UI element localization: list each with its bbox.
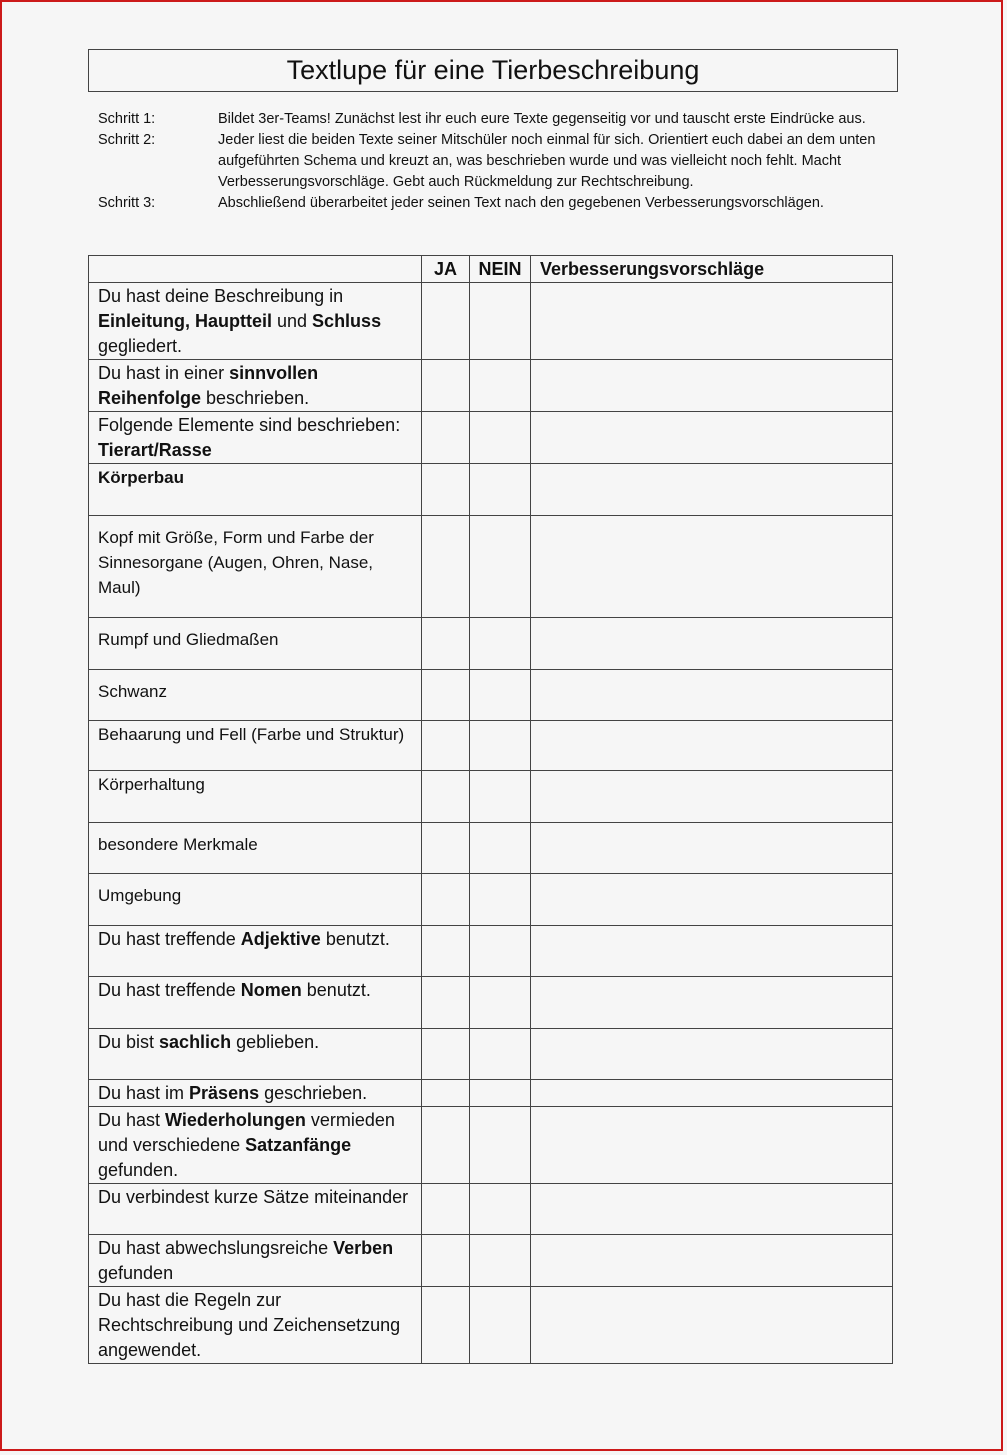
- table-row: [89, 721, 893, 771]
- table-row: [89, 977, 893, 1029]
- criterion-text: und: [272, 311, 313, 331]
- criterion-bold-text: Einleitung, Hauptteil: [98, 311, 272, 331]
- criterion-bold-text: Wiederholungen: [165, 1110, 306, 1130]
- criterion-text: Du hast treffende: [98, 980, 241, 1000]
- criterion-bold-text: Satzanfänge: [245, 1135, 352, 1155]
- table-row: [89, 1029, 893, 1080]
- nein-cell[interactable]: [470, 874, 531, 926]
- step-label: Schritt 3:: [98, 195, 156, 211]
- criterion-cell: [89, 1287, 422, 1364]
- criterion-text: geschrieben.: [259, 1083, 368, 1103]
- nein-cell[interactable]: [470, 1080, 531, 1107]
- step-3: [98, 193, 898, 214]
- table-row: [89, 874, 893, 926]
- table-row: [89, 1107, 893, 1184]
- table-row: [89, 360, 893, 412]
- nein-cell[interactable]: [470, 516, 531, 618]
- step-2: [98, 130, 898, 193]
- nein-cell[interactable]: [470, 823, 531, 874]
- nein-cell[interactable]: [470, 1184, 531, 1235]
- criterion-text: Körperhaltung: [98, 775, 205, 794]
- suggestion-cell[interactable]: [531, 1287, 893, 1364]
- criterion-text: besondere Merkmale: [98, 835, 258, 854]
- criterion-text: Du bist: [98, 1032, 160, 1052]
- criterion-text: Kopf mit Größe, Form und Farbe der Sinnesorgane (Augen, Ohren, Nase, Maul): [98, 528, 374, 597]
- criterion-text: Du hast in einer: [98, 363, 230, 383]
- criterion-bold-text: Verben: [333, 1238, 394, 1258]
- table-row: [89, 516, 893, 618]
- criterion-bold-text: Körperbau: [98, 468, 184, 487]
- ja-cell[interactable]: [422, 721, 470, 771]
- table-row: [89, 464, 893, 516]
- criterion-cell: [89, 874, 422, 926]
- criterion-text: Rumpf und Gliedmaßen: [98, 630, 279, 649]
- criterion-text: benutzt.: [320, 929, 390, 949]
- suggestion-cell[interactable]: [531, 926, 893, 977]
- criterion-cell: [89, 771, 422, 823]
- criterion-text: beschrieben.: [201, 388, 310, 408]
- ja-cell[interactable]: [422, 1184, 470, 1235]
- ja-cell[interactable]: [422, 1287, 470, 1364]
- criterion-cell: [89, 1080, 422, 1107]
- criterion-bold-text: Nomen: [240, 980, 302, 1000]
- criterion-text: Du hast treffende: [98, 929, 241, 949]
- ja-cell[interactable]: [422, 360, 470, 412]
- criterion-cell: [89, 721, 422, 771]
- ja-cell[interactable]: [422, 670, 470, 721]
- step-text: Bildet 3er-Teams! Zunächst lest ihr euch eure Texte gegenseitig vor und tauscht erste Eindrücke aus.: [218, 111, 866, 127]
- criterion-text: Behaarung und Fell (Farbe und Struktur): [98, 725, 405, 744]
- suggestion-cell[interactable]: [531, 1235, 893, 1287]
- criterion-text: vermieden und verschiedene: [98, 1110, 395, 1155]
- suggestion-cell[interactable]: [531, 771, 893, 823]
- ja-cell[interactable]: [422, 1107, 470, 1184]
- ja-cell[interactable]: [422, 823, 470, 874]
- table-row: [89, 1184, 893, 1235]
- criterion-text: Du hast: [98, 1110, 166, 1130]
- criterion-cell: [89, 1107, 422, 1184]
- nein-cell[interactable]: [470, 283, 531, 360]
- criterion-text: gefunden: [98, 1263, 174, 1283]
- ja-cell[interactable]: [422, 874, 470, 926]
- table-header-row: [89, 256, 893, 283]
- instructions: [98, 109, 898, 214]
- criterion-cell: [89, 977, 422, 1029]
- table-row: [89, 1080, 893, 1107]
- nein-cell[interactable]: [470, 360, 531, 412]
- suggestion-cell[interactable]: [531, 1029, 893, 1080]
- criterion-text: Du hast deine Beschreibung in: [98, 286, 344, 306]
- nein-cell[interactable]: [470, 977, 531, 1029]
- header-suggestions: Verbesserungsvorschläge: [531, 256, 893, 283]
- criterion-text: Du hast die Regeln zur Rechtschreibung und Zeichensetzung angewendet.: [98, 1290, 401, 1360]
- suggestion-cell[interactable]: [531, 670, 893, 721]
- criterion-text: Du hast abwechslungsreiche: [98, 1238, 334, 1258]
- ja-cell[interactable]: [422, 926, 470, 977]
- step-text: Jeder liest die beiden Texte seiner Mitschüler noch einmal für sich. Orientiert euch dabei an dem unten aufgeführten Schema und kreuzt an, was beschrieben wurde und was vielleicht noch fehlt. Macht Verbesserungsvorschläge. Gebt auch Rückmeldung zur Rechtschreibung.: [218, 132, 876, 190]
- ja-cell[interactable]: [422, 464, 470, 516]
- suggestion-cell[interactable]: [531, 1107, 893, 1184]
- suggestion-cell[interactable]: [531, 1080, 893, 1107]
- criterion-bold-text: Tierart/Rasse: [98, 440, 212, 460]
- criterion-bold-text: sinnvollen Reihenfolge: [98, 363, 319, 408]
- nein-cell[interactable]: [470, 771, 531, 823]
- suggestion-cell[interactable]: [531, 618, 893, 670]
- criterion-text: gefunden.: [98, 1160, 179, 1180]
- suggestion-cell[interactable]: [531, 516, 893, 618]
- nein-cell[interactable]: [470, 464, 531, 516]
- nein-cell[interactable]: [470, 721, 531, 771]
- criterion-cell: [89, 1029, 422, 1080]
- criterion-text: geblieben.: [231, 1032, 320, 1052]
- criterion-bold-text: Schluss: [312, 311, 382, 331]
- suggestion-cell[interactable]: [531, 977, 893, 1029]
- table-row: [89, 283, 893, 360]
- header-ja: JA: [422, 256, 470, 283]
- criterion-text: gegliedert.: [98, 336, 183, 356]
- table-row: [89, 618, 893, 670]
- ja-cell[interactable]: [422, 283, 470, 360]
- criterion-text: Du hast im: [98, 1083, 190, 1103]
- ja-cell[interactable]: [422, 1235, 470, 1287]
- table-row: [89, 771, 893, 823]
- suggestion-cell[interactable]: [531, 360, 893, 412]
- criterion-text: Du verbindest kurze Sätze miteinander: [98, 1187, 409, 1207]
- ja-cell[interactable]: [422, 618, 470, 670]
- ja-cell[interactable]: [422, 1029, 470, 1080]
- ja-cell[interactable]: [422, 977, 470, 1029]
- nein-cell[interactable]: [470, 1107, 531, 1184]
- checklist-table: [88, 255, 893, 1364]
- ja-cell[interactable]: [422, 516, 470, 618]
- criterion-cell: [89, 516, 422, 618]
- suggestion-cell[interactable]: [531, 823, 893, 874]
- criterion-text: Umgebung: [98, 886, 182, 905]
- criterion-cell: [89, 360, 422, 412]
- criterion-cell: [89, 618, 422, 670]
- criterion-bold-text: Adjektive: [240, 929, 321, 949]
- header-nein: NEIN: [470, 256, 531, 283]
- criterion-cell: [89, 1235, 422, 1287]
- nein-cell[interactable]: [470, 1235, 531, 1287]
- suggestion-cell[interactable]: [531, 412, 893, 464]
- step-label: Schritt 1:: [98, 111, 156, 127]
- step-1: [98, 109, 898, 130]
- ja-cell[interactable]: [422, 412, 470, 464]
- nein-cell[interactable]: [470, 412, 531, 464]
- criterion-cell: [89, 670, 422, 721]
- table-row: [89, 670, 893, 721]
- suggestion-cell[interactable]: [531, 464, 893, 516]
- criterion-cell: [89, 926, 422, 977]
- nein-cell[interactable]: [470, 1287, 531, 1364]
- step-label: Schritt 2:: [98, 132, 156, 148]
- criterion-cell: [89, 283, 422, 360]
- criterion-text: Folgende Elemente sind beschrieben:: [98, 415, 401, 435]
- table-row: [89, 1235, 893, 1287]
- table-row: [89, 412, 893, 464]
- suggestion-cell[interactable]: [531, 721, 893, 771]
- nein-cell[interactable]: [470, 618, 531, 670]
- table-row: [89, 1287, 893, 1364]
- criterion-text: Schwanz: [98, 682, 167, 701]
- suggestion-cell[interactable]: [531, 1184, 893, 1235]
- criterion-cell: [89, 464, 422, 516]
- page-title: Textlupe für eine Tierbeschreibung: [88, 49, 898, 92]
- header-criterion: [89, 256, 422, 283]
- nein-cell[interactable]: [470, 926, 531, 977]
- table-row: [89, 926, 893, 977]
- criterion-cell: [89, 1184, 422, 1235]
- ja-cell[interactable]: [422, 1080, 470, 1107]
- suggestion-cell[interactable]: [531, 874, 893, 926]
- nein-cell[interactable]: [470, 1029, 531, 1080]
- suggestion-cell[interactable]: [531, 283, 893, 360]
- nein-cell[interactable]: [470, 670, 531, 721]
- ja-cell[interactable]: [422, 771, 470, 823]
- criterion-cell: [89, 412, 422, 464]
- criterion-bold-text: Präsens: [189, 1083, 260, 1103]
- criterion-text: benutzt.: [301, 980, 371, 1000]
- step-text: Abschließend überarbeitet jeder seinen Text nach den gegebenen Verbesserungsvorschlägen.: [218, 195, 824, 211]
- table-row: [89, 823, 893, 874]
- criterion-bold-text: sachlich: [159, 1032, 232, 1052]
- criterion-cell: [89, 823, 422, 874]
